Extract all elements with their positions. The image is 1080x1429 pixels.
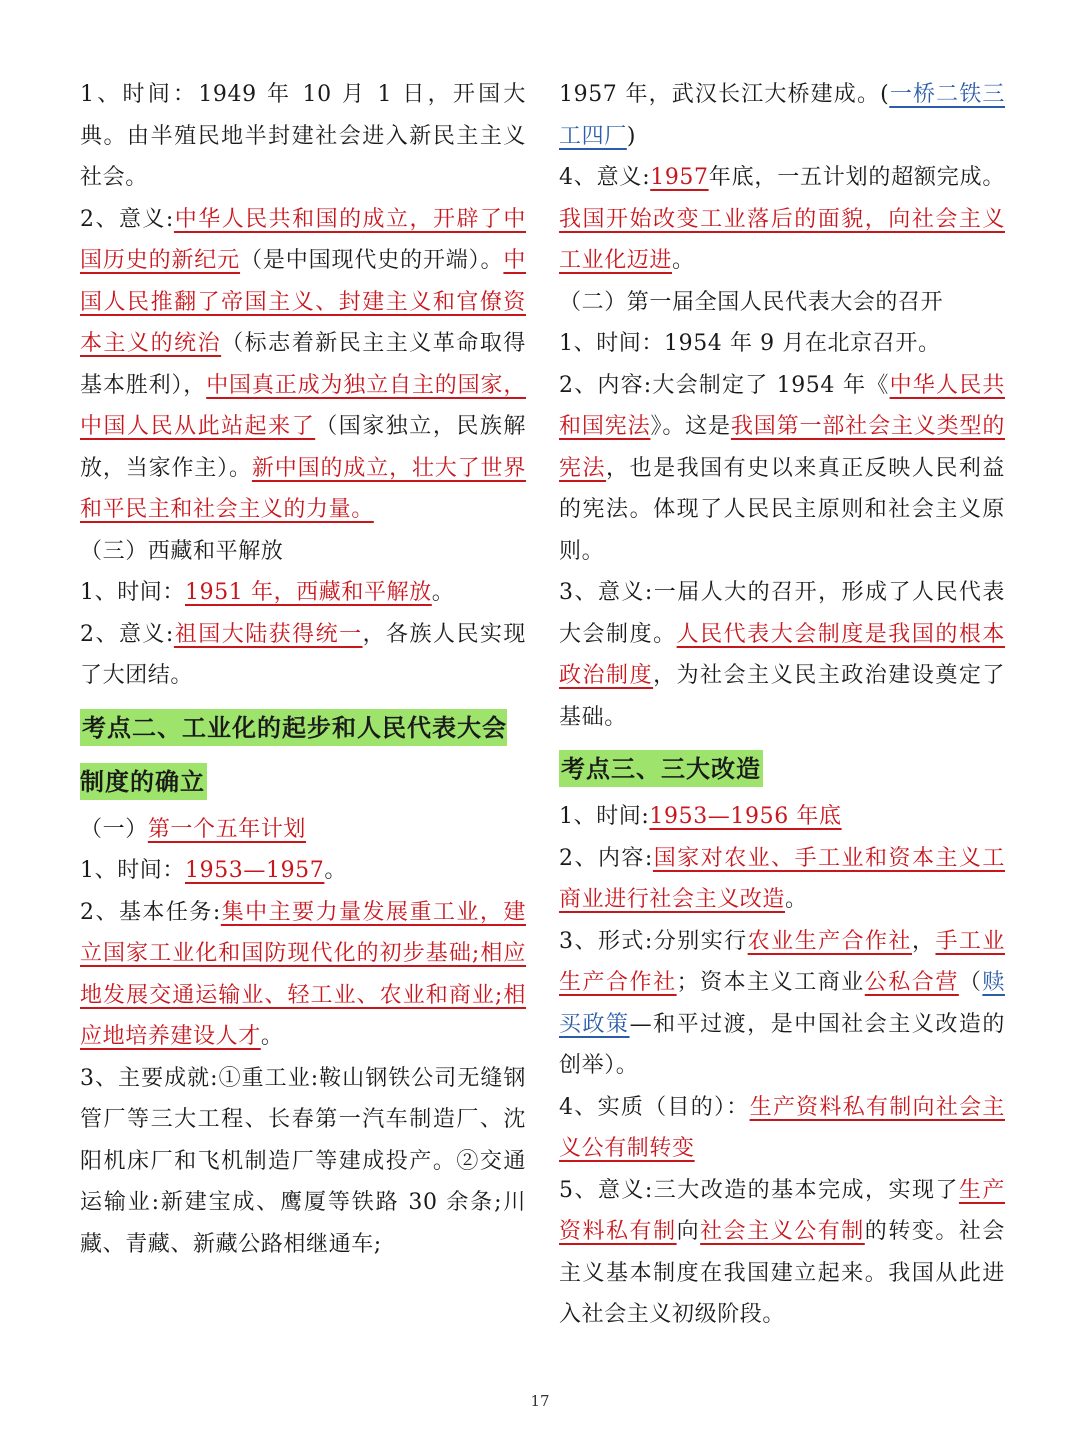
key-point-text: 第一个五年计划: [147, 816, 307, 842]
body-text: 。: [260, 1024, 284, 1049]
key-point-text: 生产资料私有制: [559, 1177, 1005, 1244]
paragraph: [80, 199, 526, 531]
key-point-text: 农业生产合作社: [747, 928, 912, 954]
body-text: 2、内容:大会制定了 1954 年《: [559, 372, 890, 398]
body-text: 1、时间：: [80, 858, 185, 883]
body-text: ，也是我国有史以来真正反映人民利益的宪法。体现了人民民主原则和社会主义原则。: [559, 455, 1005, 564]
paragraph: [80, 614, 526, 697]
body-text: （是中国现代史的开端）。: [240, 248, 504, 273]
paragraph: [559, 157, 1005, 282]
body-text: 年底，一五计划的超额完成。: [708, 165, 1005, 190]
body-text: 4、实质（目的）：: [559, 1094, 750, 1120]
section-heading-text: 考点二、工业化的起步和人民代表大会制度的确立: [80, 709, 507, 800]
body-text: 3、意义:一届人大的召开，形成了人民代表大会制度。: [559, 580, 1005, 647]
key-point-text: 1951 年，西藏和平解放: [185, 580, 432, 605]
paragraph: [80, 74, 526, 199]
key-point-text: 1953—1957: [185, 858, 325, 883]
paragraph: [80, 809, 526, 851]
body-text: ，: [911, 928, 936, 954]
mnemonic-text: 一桥二铁三工四厂: [559, 82, 1005, 149]
body-text: （二）第一届全国人民代表大会的召开: [559, 289, 944, 315]
body-text: 1、时间：: [80, 580, 185, 605]
body-text: 2、内容:: [559, 845, 653, 871]
body-text: （三）西藏和平解放: [80, 538, 284, 564]
key-point-text: 生产资料私有制向社会主义公有制转变: [559, 1094, 1005, 1161]
section-heading: [559, 742, 1005, 796]
left-column: [80, 74, 526, 1265]
body-text: ，为社会主义民主政治建设奠定了基础。: [559, 663, 1005, 730]
body-text: 。: [672, 248, 695, 273]
paragraph: [559, 323, 1005, 365]
key-point-text: 祖国大陆获得统一: [173, 621, 363, 647]
paragraph: [80, 531, 526, 573]
body-text: （标志着新民主主义革命取得基本胜利），: [80, 331, 526, 398]
key-point-text: 中华人民共和国宪法: [559, 372, 1005, 439]
body-text: 》。这是: [650, 414, 731, 439]
body-text: 。: [785, 887, 808, 912]
paragraph: [559, 282, 1005, 324]
key-point-text: 公私合营: [864, 970, 959, 995]
paragraph: [559, 572, 1005, 738]
paragraph: [559, 1170, 1005, 1336]
paragraph: [80, 892, 526, 1058]
body-text: 的转变。社会主义基本制度在我国建立起来。我国从此进入社会主义初级阶段。: [559, 1219, 1005, 1327]
key-point-text: 手工业生产合作社: [559, 928, 1005, 995]
section-heading-text: 考点三、三大改造: [559, 750, 763, 787]
body-text: 。: [324, 858, 347, 883]
body-text: （一）: [80, 816, 148, 842]
body-text: （国家独立，民族解放，当家作主）。: [80, 414, 526, 481]
body-text: 3、主要成就:①重工业:鞍山钢铁公司无缝钢管厂等三大工程、长春第一汽车制造厂、沈阳机床厂和飞机制造厂等建成投产。②交通运输业:新建宝成、鹰厦等铁路 30 余条;川藏、青藏、新藏公路相继通车;: [80, 1065, 526, 1257]
mnemonic-text: 赎买政策: [559, 970, 1005, 1037]
body-text: 。: [431, 580, 455, 605]
body-text: 1957 年，武汉长江大桥建成。(: [559, 82, 890, 107]
body-text: ): [626, 123, 636, 149]
key-point-text: 人民代表大会制度是我国的根本政治制度: [559, 621, 1005, 688]
body-text: 2、基本任务:: [80, 899, 221, 925]
right-column: [559, 74, 1005, 1336]
key-point-text: 1953—1956 年底: [649, 804, 842, 829]
body-text: 2、意义:: [80, 206, 174, 232]
paragraph: [559, 365, 1005, 573]
key-point-text: 新中国的成立，壮大了世界和平民主和社会主义的力量。: [80, 455, 526, 522]
paragraph: [559, 838, 1005, 921]
paragraph: [559, 921, 1005, 1087]
paragraph: [80, 1058, 526, 1266]
key-point-text: 国家对农业、手工业和资本主义工商业进行社会主义改造: [559, 845, 1005, 912]
paragraph: [80, 850, 526, 892]
body-text: 1、时间：1949 年 10 月 1 日，开国大典。由半殖民地半封建社会进入新民主主义社会。: [80, 82, 526, 190]
body-text: 向: [676, 1219, 701, 1244]
key-point-text: 中国真正成为独立自主的国家，中国人民从此站起来了: [80, 372, 526, 439]
key-point-text: 我国第一部社会主义类型的宪法: [559, 414, 1005, 481]
body-text: 2、意义:: [80, 621, 174, 647]
key-point-text: 集中主要力量发展重工业，建立国家工业化和国防现代化的初步基础;相应地发展交通运输业、轻工业、农业和商业;相应地培养建设人才: [80, 899, 526, 1049]
body-text: 5、意义:三大改造的基本完成，实现了: [559, 1177, 959, 1203]
paragraph: [559, 74, 1005, 157]
body-text: （: [958, 970, 983, 995]
body-text: 1、时间:: [559, 804, 650, 829]
paragraph: [559, 796, 1005, 838]
body-text: ，各族人民实现了大团结。: [80, 621, 526, 688]
body-text: ；资本主义工商业: [676, 970, 865, 995]
key-point-text: 社会主义公有制: [700, 1219, 865, 1244]
paragraph: [80, 572, 526, 614]
body-text: —和平过渡，是中国社会主义改造的创举）。: [559, 1011, 1005, 1078]
key-point-text: 中国人民推翻了帝国主义、封建主义和官僚资本主义的统治: [80, 248, 527, 356]
section-heading: [80, 701, 526, 809]
paragraph: [559, 1087, 1005, 1170]
page-number: 17: [530, 1392, 550, 1410]
key-point-text: 中华人民共和国的成立，开辟了中国历史的新纪元: [80, 206, 526, 273]
body-text: 4、意义:: [559, 165, 651, 190]
key-point-text: 1957: [650, 165, 709, 190]
body-text: 3、形式:分别实行: [559, 928, 748, 954]
body-text: 1、时间：1954 年 9 月在北京召开。: [559, 331, 941, 356]
key-point-text: 我国开始改变工业落后的面貌，向社会主义工业化迈进: [559, 206, 1005, 273]
